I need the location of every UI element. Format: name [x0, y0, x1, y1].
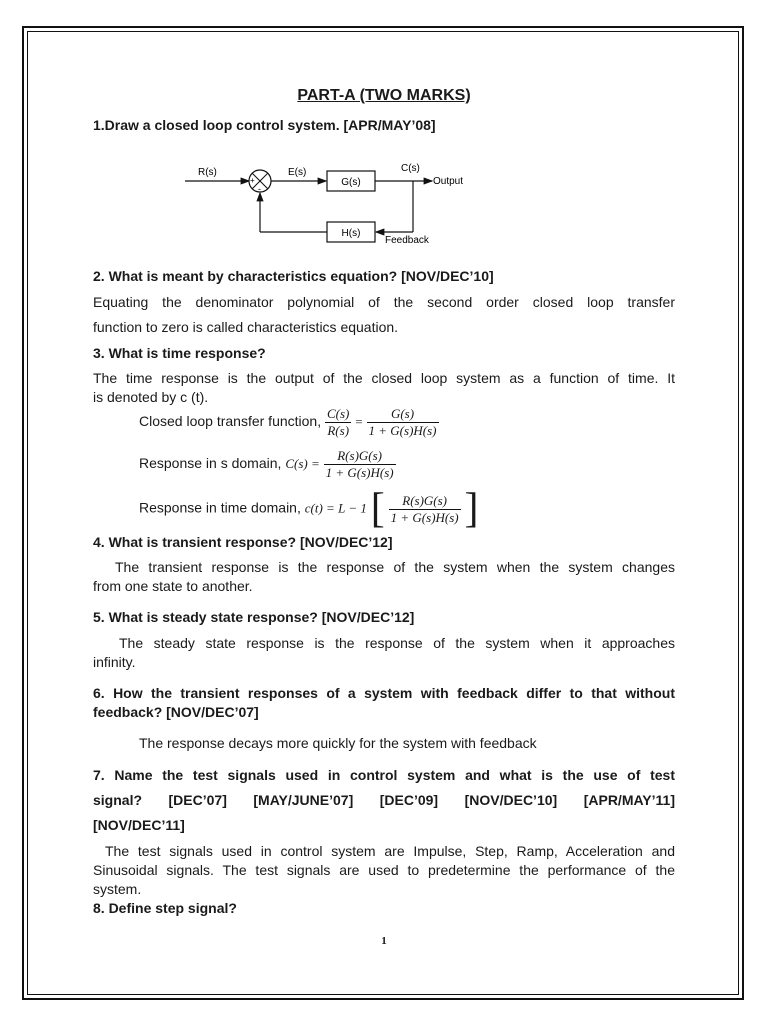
- answer-2-line-2: function to zero is called characteristics equation.: [93, 319, 399, 335]
- output-signal-label: C(s): [401, 163, 420, 174]
- formula-2-rhs: $\frac{R(s)G(s)}{1 + G(s)H(s)}$: [325, 448, 394, 480]
- answer-7-line-1: The test signals used in control system are Impulse, Step, Ramp, Acceleration and: [105, 843, 675, 859]
- formula-2-label: Response in s domain,: [139, 455, 282, 472]
- error-signal-label: E(s): [288, 167, 307, 178]
- closed-loop-block-diagram: [180, 150, 480, 250]
- answer-5-line-1: The steady state response is the response of the system when it approaches: [119, 635, 675, 651]
- feedback-block-label: H(s): [341, 228, 361, 239]
- question-7-line-1: 7. Name the test signals used in control system and what is the use of test: [93, 767, 675, 783]
- output-label: Output: [433, 176, 464, 187]
- answer-3-line-1: The time response is the output of the closed loop system as a function of time. It: [93, 370, 675, 386]
- formula-s-domain: [139, 448, 396, 481]
- question-4: 4. What is transient response? [NOV/DEC’12]: [93, 534, 393, 550]
- formula-1-label: Closed loop transfer function,: [139, 413, 322, 430]
- formula-3-rhs: $\frac{R(s)G(s)}{1 + G(s)H(s)}$: [390, 492, 459, 525]
- input-signal-label: R(s): [198, 167, 217, 178]
- formula-1-lhs: $\frac{C(s)}{R(s)}$: [327, 406, 350, 438]
- question-8: 8. Define step signal?: [93, 900, 237, 916]
- question-3: 3. What is time response?: [93, 345, 266, 361]
- question-7-line-2: signal? [DEC’07] [MAY/JUNE’07] [DEC’09] [NOV/DEC’10] [APR/MAY’11]: [93, 792, 675, 808]
- formula-3-open-bracket: [: [370, 486, 385, 532]
- question-7-line-3: [NOV/DEC’11]: [93, 817, 185, 833]
- sum-plus-sign: +: [250, 176, 255, 185]
- page-number: 1: [381, 935, 387, 947]
- feedback-label: Feedback: [385, 235, 429, 246]
- answer-4-line-2: from one state to another.: [93, 578, 253, 594]
- question-2: 2. What is meant by characteristics equation? [NOV/DEC’10]: [93, 268, 494, 284]
- answer-7-line-3: system.: [93, 881, 142, 897]
- answer-6: The response decays more quickly for the system with feedback: [139, 735, 537, 751]
- question-6-line-1: 6. How the transient responses of a system with feedback differ to that without: [93, 685, 675, 701]
- answer-4-line-1: The transient response is the response of the system when the system changes: [115, 559, 675, 575]
- question-1: 1.Draw a closed loop control system. [APR/MAY’08]: [93, 117, 436, 133]
- question-5: 5. What is steady state response? [NOV/DEC’12]: [93, 609, 415, 625]
- formula-3-label: Response in time domain,: [139, 499, 301, 516]
- formula-1-rhs: $\frac{G(s)}{1 + G(s)H(s)}$: [368, 406, 437, 438]
- formula-closed-loop-tf: Closed loop transfer function, $\frac{C(s)}{R(s)}$ = $\frac{G(s)}{1 + G(s)H(s)}$: [139, 406, 437, 438]
- answer-5-line-2: infinity.: [93, 654, 136, 670]
- forward-block-label: G(s): [341, 177, 361, 188]
- formula-2-lhs: C(s) =: [285, 456, 320, 472]
- sum-minus-sign: -: [258, 184, 261, 194]
- page-title: PART-A (TWO MARKS): [297, 87, 471, 104]
- answer-2-line-1: Equating the denominator polynomial of the second order closed loop transfer: [93, 294, 675, 310]
- formula-3-close-bracket: ]: [464, 486, 479, 532]
- question-6-line-2: feedback? [NOV/DEC’07]: [93, 704, 259, 720]
- formula-3-lhs: c(t) = L − 1: [304, 500, 367, 516]
- answer-3-line-2: is denoted by c (t).: [93, 389, 209, 405]
- answer-7-line-2: Sinusoidal signals. The test signals are used to predetermine the performance of the: [93, 862, 675, 878]
- formula-time-domain: [139, 488, 479, 530]
